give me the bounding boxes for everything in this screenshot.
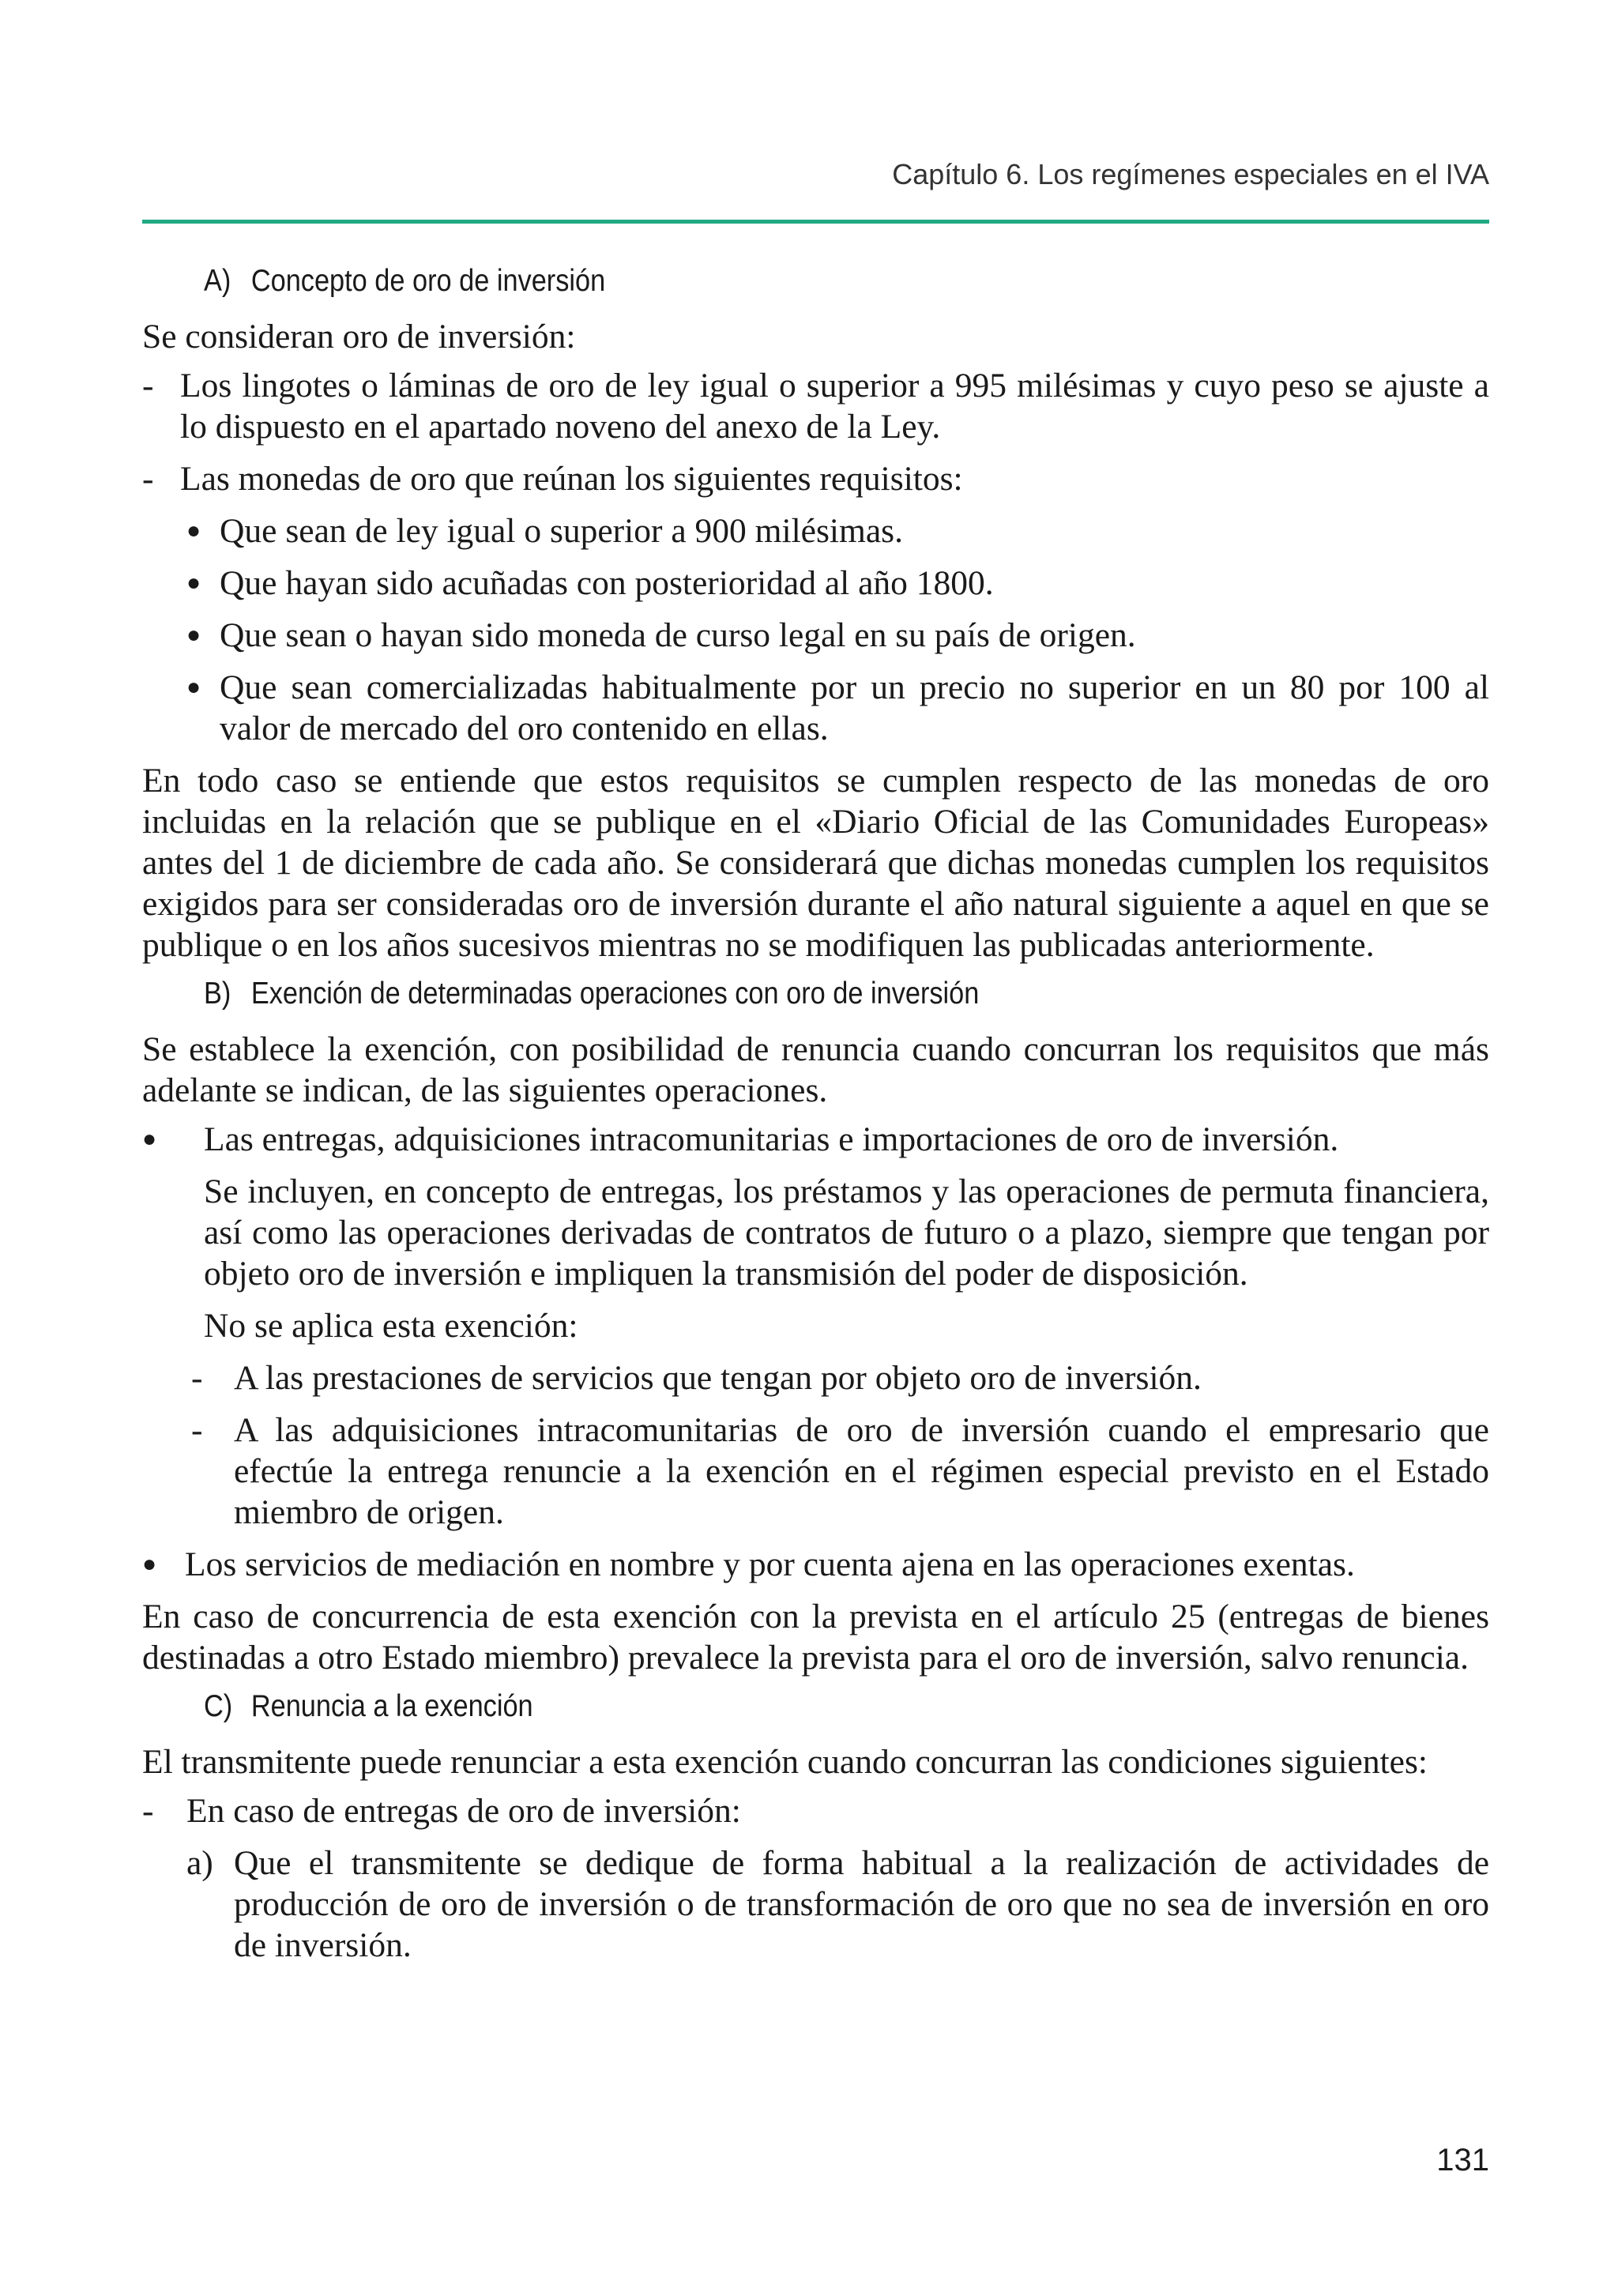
section-a-heading (204, 261, 1335, 302)
requirement-4: Que sean comercializadas habitualmente por un precio no superior en un 80 por 100 al valor de mercado del oro contenido en ellas. (220, 668, 1489, 747)
page-body (142, 253, 1489, 1977)
section-a-title: Concepto de oro de inversión (250, 264, 606, 298)
requirement-2: Que hayan sido acuñadas con posterioridad al año 1800. (220, 564, 994, 602)
list-item (142, 1357, 1489, 1398)
dash-marker: - (142, 1792, 154, 1830)
section-a-dash-1: Los lingotes o láminas de oro de ley igual o superior a 995 milésimas y cuyo peso se ajuste a lo dispuesto en el apartado noveno del anexo de la Ley. (180, 367, 1489, 446)
dash-marker: - (142, 367, 154, 405)
requirement-1: Que sean de ley igual o superior a 900 milésimas. (220, 512, 903, 550)
section-b-heading (204, 973, 1335, 1014)
exclusion-1: A las prestaciones de servicios que tengan por objeto oro de inversión. (234, 1359, 1202, 1397)
list-item (142, 1410, 1489, 1533)
running-header: Capítulo 6. Los regímenes especiales en el IVA (892, 158, 1489, 190)
section-b-bullet-1-exclusions-intro: No se aplica esta exención: (204, 1307, 578, 1345)
section-a-intro: Se consideran oro de inversión: (142, 318, 576, 356)
section-b-bullet-1-detail: Se incluyen, en concepto de entregas, los préstamos y las operaciones de permuta financiera, así como las operaciones derivadas de contratos de futuro o a plazo, siempre que tengan por objeto oro de inversión e impliquen la transmisión del poder de disposición. (204, 1172, 1489, 1293)
list-item (142, 1790, 1489, 1831)
section-b-bullet-2: Los servicios de mediación en nombre y por cuenta ajena en las operaciones exentas. (185, 1545, 1355, 1583)
section-b-title: Exención de determinadas operaciones con oro de inversión (250, 977, 980, 1011)
list-item (142, 458, 1489, 499)
page-number: 131 (1436, 2143, 1489, 2177)
list-item (142, 1544, 1489, 1585)
section-b-bullet-1: Las entregas, adquisiciones intracomunitarias e importaciones de oro de inversión. (204, 1120, 1339, 1158)
bullet-marker: ● (142, 1126, 157, 1152)
section-c-letter: C) (204, 1689, 233, 1723)
section-c-heading (204, 1686, 1335, 1727)
section-c-intro: El transmitente puede renunciar a esta exención cuando concurran las condiciones siguientes: (142, 1743, 1428, 1781)
header-rule (142, 220, 1489, 224)
exclusion-2: A las adquisiciones intracomunitarias de oro de inversión cuando el empresario que efectúe la entrega renuncie a la exención en el régimen especial previsto en el Estado miembro de origen. (234, 1411, 1489, 1531)
list-item (142, 1119, 1489, 1160)
section-b-letter: B) (204, 977, 231, 1011)
bullet-marker: ● (186, 518, 201, 544)
bullet-marker: ● (186, 622, 201, 648)
list-item (142, 365, 1489, 447)
section-a-dash-2: Las monedas de oro que reúnan los siguientes requisitos: (180, 460, 963, 498)
section-c-condition-a: Que el transmitente se dedique de forma habitual a la realización de actividades de producción de oro de inversión o de transformación de oro que no sea de inversión en oro de inversión. (234, 1844, 1489, 1964)
dash-marker: - (191, 1359, 203, 1397)
section-a-closing: En todo caso se entiende que estos requisitos se cumplen respecto de las monedas de oro incluidas en la relación que se publique en el «Diario Oficial de las Comunidades Europeas» antes del 1 de diciembre de cada año. Se considerará que dichas monedas cumplen los requisitos exigidos para ser consideradas oro de inversión durante el año natural siguiente a aquel en que se publique o en los años sucesivos mientras no se modifiquen las publicadas anteriormente. (142, 762, 1489, 964)
section-a-letter: A) (204, 264, 231, 298)
bullet-marker: ● (142, 1551, 157, 1577)
list-item (142, 1842, 1489, 1966)
dash-marker: - (142, 460, 154, 498)
list-item (142, 615, 1489, 656)
dash-marker: - (191, 1411, 203, 1449)
section-b-intro: Se establece la exención, con posibilidad de renuncia cuando concurran los requisitos que más adelante se indican, de las siguientes operaciones. (142, 1030, 1489, 1109)
list-item (142, 510, 1489, 551)
bullet-marker: ● (186, 674, 201, 700)
section-c-title: Renuncia a la exención (250, 1689, 533, 1723)
bullet-marker: ● (186, 570, 201, 596)
list-item (142, 667, 1489, 749)
requirement-3: Que sean o hayan sido moneda de curso legal en su país de origen. (220, 616, 1136, 654)
list-item (142, 563, 1489, 604)
section-c-dash-1: En caso de entregas de oro de inversión: (186, 1792, 741, 1830)
alpha-marker: a) (186, 1844, 213, 1882)
section-b-closing: En caso de concurrencia de esta exención con la prevista en el artículo 25 (entregas de bienes destinadas a otro Estado miembro) prevalece la prevista para el oro de inversión, salvo renuncia. (142, 1598, 1489, 1677)
